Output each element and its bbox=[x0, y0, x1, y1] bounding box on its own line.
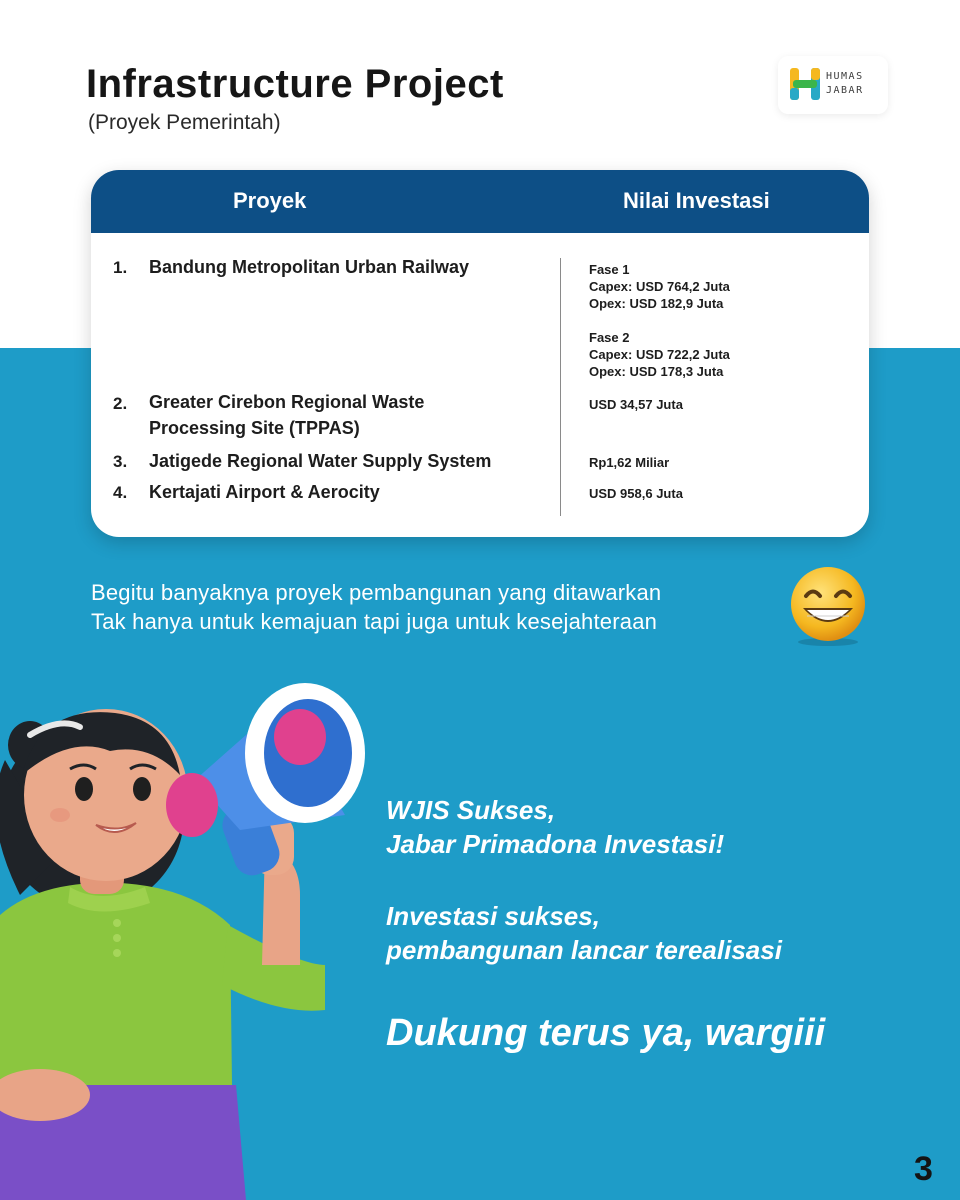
slogan-wjis bbox=[386, 793, 724, 861]
slogan-investment bbox=[386, 899, 782, 967]
tagline bbox=[91, 578, 781, 636]
slogan-support: Dukung terus ya, wargiii bbox=[386, 1012, 826, 1054]
row-number: 1. bbox=[113, 258, 128, 277]
phase-label: Fase 2 bbox=[589, 330, 630, 345]
investment-value: USD 958,6 Juta bbox=[589, 486, 683, 501]
projects-table-card bbox=[91, 170, 869, 537]
logo-text-line1: HUMAS bbox=[826, 71, 864, 82]
opex-value: Opex: USD 182,9 Juta bbox=[589, 296, 724, 311]
investment-value bbox=[589, 261, 849, 312]
logo-text-line2: JABAR bbox=[826, 85, 864, 96]
page-number: 3 bbox=[914, 1150, 933, 1188]
tagline-line2: Tak hanya untuk kemajuan tapi juga untuk kesejahteraan bbox=[91, 609, 658, 634]
project-name: Greater Cirebon Regional Waste Processing Site (TPPAS) bbox=[149, 392, 425, 438]
investment-value: Rp1,62 Miliar bbox=[589, 455, 670, 470]
phase-label: Fase 1 bbox=[589, 262, 630, 277]
tagline-line1: Begitu banyaknya proyek pembangunan yang ditawarkan bbox=[91, 580, 662, 605]
humas-jabar-logo-icon bbox=[790, 66, 820, 102]
humas-jabar-logo bbox=[778, 56, 888, 114]
project-name: Jatigede Regional Water Supply System bbox=[149, 451, 492, 471]
project-name: Bandung Metropolitan Urban Railway bbox=[149, 257, 470, 277]
opex-value: Opex: USD 178,3 Juta bbox=[589, 364, 724, 379]
slogan-line: Jabar Primadona Investasi! bbox=[386, 829, 725, 859]
capex-value: Capex: USD 722,2 Juta bbox=[589, 347, 730, 362]
table-header bbox=[91, 170, 869, 233]
row-number: 4. bbox=[113, 483, 128, 502]
investment-value bbox=[589, 329, 849, 380]
slogan-line: WJIS Sukses, bbox=[386, 795, 556, 825]
page-title: Infrastructure Project bbox=[86, 62, 504, 106]
header-investment-value: Nilai Investasi bbox=[623, 188, 770, 213]
column-divider bbox=[560, 258, 561, 516]
row-number: 2. bbox=[113, 394, 128, 413]
grinning-face-emoji-icon bbox=[786, 564, 870, 648]
woman-with-megaphone-illustration bbox=[0, 665, 380, 1200]
logo-text bbox=[826, 70, 882, 98]
project-name: Kertajati Airport & Aerocity bbox=[149, 482, 380, 502]
row-number: 3. bbox=[113, 452, 128, 471]
investment-value: USD 34,57 Juta bbox=[589, 397, 683, 412]
page-subtitle: (Proyek Pemerintah) bbox=[88, 111, 281, 134]
slogan-line: Investasi sukses, bbox=[386, 901, 600, 931]
header-project: Proyek bbox=[233, 188, 307, 213]
slogan-line: pembangunan lancar terealisasi bbox=[386, 935, 782, 965]
capex-value: Capex: USD 764,2 Juta bbox=[589, 279, 730, 294]
